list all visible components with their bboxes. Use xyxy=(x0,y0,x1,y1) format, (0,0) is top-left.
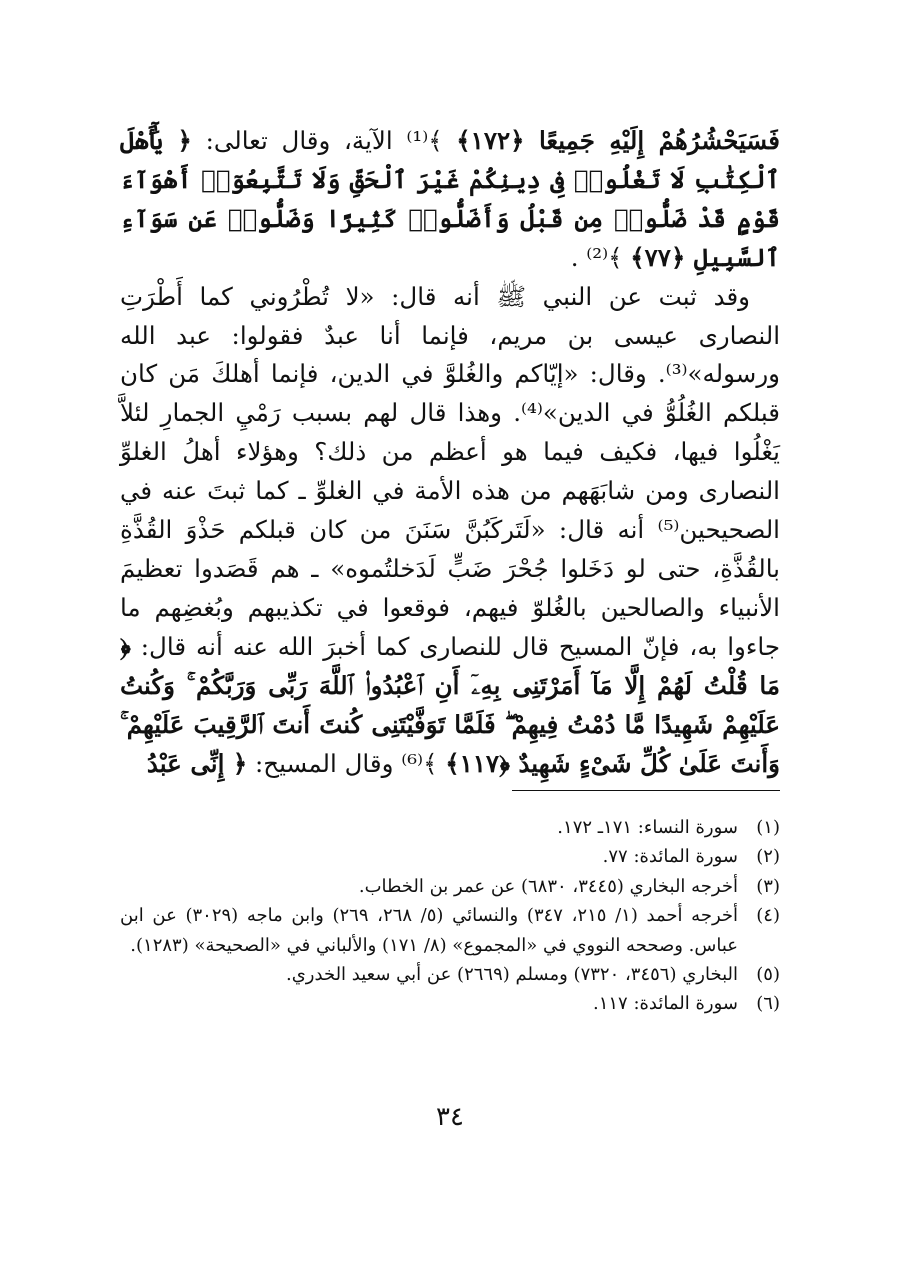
footnote-text: البخاري (٣٤٥٦، ٧٣٢٠) ومسلم (٢٦٦٩) عن أبي سعيد الخدري. xyxy=(286,964,738,986)
footnote-number: (١) xyxy=(756,817,780,838)
footnote-number: (٥) xyxy=(756,964,780,986)
paragraph-2 xyxy=(120,278,780,784)
footnote-number: (٤) xyxy=(756,905,780,927)
footnote-text: أخرجه البخاري (٣٤٤٥، ٦٨٣٠) عن عمر بن الخطاب. xyxy=(358,875,738,897)
footnote-text: سورة المائدة: ٧٧. xyxy=(602,846,738,868)
book-page xyxy=(120,122,780,1132)
quran-verse: فَسَيَحْشُرُهُمْ إِلَيْهِ جَمِيعًا ﴿١٧٢﴾ xyxy=(456,126,780,155)
footnote-item xyxy=(120,960,780,989)
footnote-item xyxy=(120,813,780,842)
footnote-divider xyxy=(512,790,780,791)
main-text xyxy=(120,122,780,783)
body-text-run: ﴾⁽⁶⁾ وقال المسيح: xyxy=(247,748,446,778)
body-text-run: وقد ثبت عن النبي ﷺ أنه قال: «لا تُطْرُوني كما أَطْرَتِ النصارى عيسى بن مريم، فإنما أنا عبدٌ فقولوا: عبد الله ورسوله»⁽³⁾. وقال: «إيّاكم والغُلوَّ في الدين، فإنما أهلكَ مَن كان قبلكم الغُلُوُّ في الدين»⁽⁴⁾. وهذا قال لهم بسبب رَمْيِ الجمارِ لئلاَّ يَغْلُوا فيها، فكيف فيما هو أعظم من ذلك؟ وهؤلاء أهلُ الغلوِّ النصارى ومن شابَهَهم من هذه الأمة في الغلوِّ ـ كما ثبتَ عنه في الصحيحين⁽⁵⁾ أنه قال: «لَتَركَبُنَّ سَنَنَ من كان قبلكم حَذْوَ القُذَّةِ بالقُذَّةِ، حتى لو دَخَلوا جُحْرَ ضَبٍّ لَدَخلتُموه» ـ هم قَصَدوا تعظيمَ الأنبياء والصالحين بالغُلوّ فيهم، فوقعوا في تكذيبهم وبُغضِهم ما جاءوا به، فإنّ المسيح قال للنصارى كما أخبرَ الله عنه أنه قال: xyxy=(120,281,780,661)
paragraph-1 xyxy=(120,122,780,278)
quran-verse: ﴿ يَٰٓأَهْلَ ٱلْكِتَٰبِ لَا تَغْلُوا۟ فِى دِينِكُمْ غَيْرَ ٱلْحَقِّ وَلَا تَتَّبِعُوٓا۟ أَهْوَآءَ قَوْمٍ قَدْ ضَلُّوا۟ مِن قَبْلُ وَأَضَلُّوا۟ كَثِيرًا وَضَلُّوا۟ عَن سَوَآءِ ٱلسَّبِيلِ ﴿٧٧﴾ xyxy=(120,126,780,272)
footnotes xyxy=(120,813,780,1019)
quran-verse: ﴿ مَا قُلْتُ لَهُمْ إِلَّا مَآ أَمَرْتَنِى بِهِۦٓ أَنِ ٱعْبُدُوا۟ ٱللَّهَ رَبِّى وَرَبَّكُمْ ۚ وَكُنتُ عَلَيْهِمْ شَهِيدًا مَّا دُمْتُ فِيهِمْ ۖ فَلَمَّا تَوَفَّيْتَنِى كُنتَ أَنتَ ٱلرَّقِيبَ عَلَيْهِمْ ۚ وَأَنتَ عَلَىٰ كُلِّ شَىْءٍ شَهِيدٌ ﴿١١٧﴾ xyxy=(120,631,780,778)
footnote-number: (٣) xyxy=(756,875,780,897)
footnote-text: سورة النساء: ١٧١ـ ١٧٢. xyxy=(557,817,738,838)
body-text-run: ﴾⁽²⁾ . xyxy=(570,242,631,272)
body-text-run: ﴾⁽¹⁾ الآية، وقال تعالى: xyxy=(191,126,457,155)
footnote-item xyxy=(120,872,780,901)
footnote-item xyxy=(120,901,780,960)
quran-verse: ﴿ إِنِّى عَبْدُ xyxy=(146,748,248,778)
footnote-text: سورة المائدة: ١١٧. xyxy=(592,993,738,1015)
footnote-text: أخرجه أحمد (١/ ٢١٥، ٣٤٧) والنسائي (٥/ ٢٦٨، ٢٦٩) وابن ماجه (٣٠٢٩) عن ابن عباس. وصححه النووي في «المجموع» (٨/ ١٧١) والألباني في «الصحيحة» (١٢٨٣). xyxy=(120,905,738,956)
footnote-number: (٦) xyxy=(756,993,780,1015)
footnote-item xyxy=(120,989,780,1018)
page-number: ٣٤ xyxy=(436,1102,464,1132)
footnote-item xyxy=(120,842,780,871)
footnote-number: (٢) xyxy=(756,846,780,868)
